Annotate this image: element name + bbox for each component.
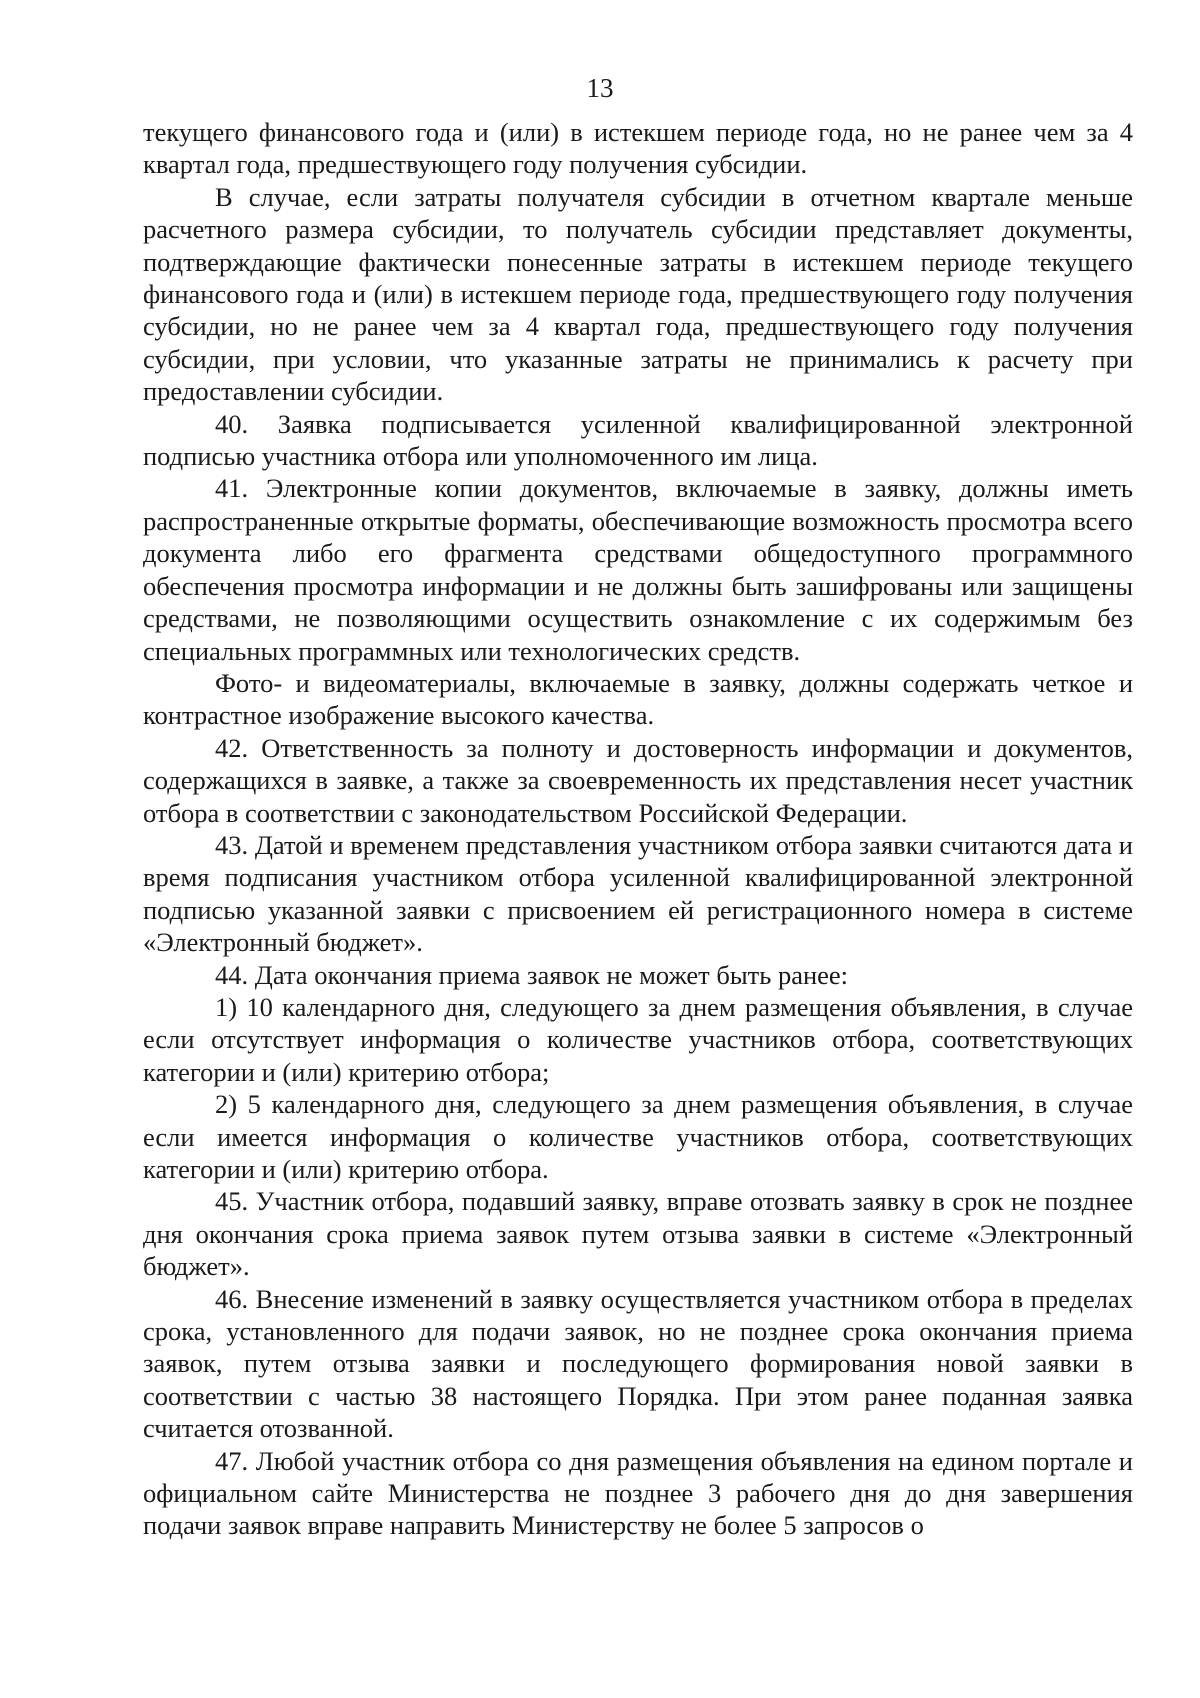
paragraph-40: 40. Заявка подписывается усиленной квалифицированной электронной подписью участника отбора или уполномоченного им лица. <box>143 408 1133 472</box>
paragraph-44: 44. Дата окончания приема заявок не может быть ранее: <box>215 959 849 990</box>
paragraph-42: 42. Ответственность за полноту и достоверность информации и документов, содержащихся в заявке, а также за своевременность их представления несет участник отбора в соответствии с законодательством Российской Федерации. <box>143 732 1133 828</box>
paragraph-44-item-1: 1) 10 календарного дня, следующего за днем размещения объявления, в случае если отсутствует информация о количестве участников отбора, соответствующих категории и (или) критерию отбора; <box>143 991 1133 1087</box>
page-number: 13 <box>586 73 614 103</box>
paragraph-45: 45. Участник отбора, подавший заявку, вправе отозвать заявку в срок не позднее дня окончания срока приема заявок путем отзыва заявки в системе «Электронный бюджет». <box>143 1186 1133 1282</box>
paragraph-46: 46. Внесение изменений в заявку осуществляется участником отбора в пределах срока, установленного для подачи заявок, но не позднее срока окончания приема заявок, путем отзыва заявки и последующего формирования новой заявки в соответствии с частью 38 настоящего Порядка. При этом ранее поданная заявка считается отозванной. <box>143 1283 1133 1444</box>
document-body <box>143 116 1133 1542</box>
paragraph-41: 41. Электронные копии документов, включаемые в заявку, должны иметь распространенные открытые форматы, обеспечивающие возможность просмотра всего документа либо его фрагмента средствами общедоступного программного обеспечения просмотра информации и не должны быть зашифрованы или защищены средствами, не позволяющими осуществить ознакомление с их содержимым без специальных программных или технологических средств. <box>143 473 1133 666</box>
paragraph-continuation: текущего финансового года и (или) в истекшем периоде года, но не ранее чем за 4 квартал года, предшествующего году получения субсидии. <box>143 117 1133 180</box>
paragraph-43: 43. Датой и временем представления участником отбора заявки считаются дата и время подписания участником отбора усиленной квалифицированной электронной подписью указанной заявки с присвоением ей регистрационного номера в системе «Электронный бюджет». <box>143 829 1133 958</box>
paragraph-44-item-2: 2) 5 календарного дня, следующего за днем размещения объявления, в случае если имеется информация о количестве участников отбора, соответствующих категории и (или) критерию отбора. <box>143 1089 1133 1184</box>
paragraph-cost-less-than-subsidy: В случае, если затраты получателя субсидии в отчетном квартале меньше расчетного размера субсидии, то получатель субсидии представляет документы, подтверждающие фактически понесенные затраты в истекшем периоде текущего финансового года и (или) в истекшем периоде года, предшествующего году получения субсидии, но не ранее чем за 4 квартал года, предшествующего году получения субсидии, при условии, что указанные затраты не принимались к расчету при предоставлении субсидии. <box>143 181 1133 407</box>
paragraph-47: 47. Любой участник отбора со дня размещения объявления на едином портале и официальном сайте Министерства не позднее 3 рабочего дня до дня завершения подачи заявок вправе направить Министерству не более 5 запросов о <box>143 1445 1133 1541</box>
paragraph-photo-video: Фото- и видеоматериалы, включаемые в заявку, должны содержать четкое и контрастное изображение высокого качества. <box>143 667 1133 731</box>
